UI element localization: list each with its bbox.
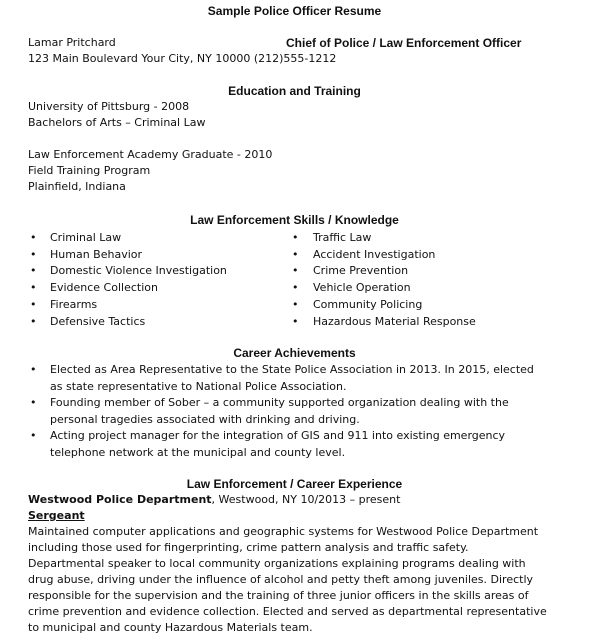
candidate-name: Lamar Pritchard bbox=[28, 36, 116, 49]
skill-item: Traffic Law bbox=[313, 231, 372, 244]
bullet-icon: • bbox=[292, 248, 299, 261]
skill-item: Hazardous Material Response bbox=[313, 315, 476, 328]
bullet-icon: • bbox=[30, 298, 37, 311]
bullet-icon: • bbox=[30, 315, 37, 328]
job-role: Sergeant bbox=[28, 509, 85, 522]
bullet-icon: • bbox=[30, 248, 37, 261]
target-position: Chief of Police / Law Enforcement Officer bbox=[286, 36, 522, 50]
skill-item: Criminal Law bbox=[50, 231, 122, 244]
employer-name: Westwood Police Department bbox=[28, 493, 212, 506]
bullet-icon: • bbox=[292, 281, 299, 294]
achievements-heading: Career Achievements bbox=[233, 346, 356, 360]
skill-item: Vehicle Operation bbox=[313, 281, 411, 294]
bullet-icon: • bbox=[30, 281, 37, 294]
bullet-icon: • bbox=[292, 264, 299, 277]
skill-item: Firearms bbox=[50, 298, 98, 311]
skill-item: Community Policing bbox=[313, 298, 423, 311]
skills-heading: Law Enforcement Skills / Knowledge bbox=[190, 213, 399, 227]
bullet-icon: • bbox=[30, 363, 37, 376]
resume-title: Sample Police Officer Resume bbox=[207, 4, 382, 18]
skill-item: Human Behavior bbox=[50, 248, 143, 261]
achievement-item: Founding member of Sober – a community supported organization dealing with the personal tragedies associated with drinking and driving. bbox=[50, 396, 509, 426]
education-heading: Education and Training bbox=[228, 84, 361, 98]
experience-heading: Law Enforcement / Career Experience bbox=[186, 477, 403, 491]
bullet-icon: • bbox=[30, 396, 37, 409]
education-line: Field Training Program bbox=[28, 164, 151, 177]
bullet-icon: • bbox=[292, 315, 299, 328]
bullet-icon: • bbox=[30, 429, 37, 442]
bullet-icon: • bbox=[30, 264, 37, 277]
education-line: Bachelors of Arts – Criminal Law bbox=[28, 116, 206, 129]
employer-details: , Westwood, NY 10/2013 – present bbox=[211, 493, 401, 506]
skill-item: Crime Prevention bbox=[313, 264, 409, 277]
bullet-icon: • bbox=[292, 231, 299, 244]
candidate-address: 123 Main Boulevard Your City, NY 10000 (212)555-1212 bbox=[28, 52, 337, 65]
achievement-item: Elected as Area Representative to the State Police Association in 2013. In 2015, elected as state representative to National Police Association. bbox=[50, 363, 534, 393]
employer-line bbox=[28, 492, 400, 508]
job-description: Maintained computer applications and geographic systems for Westwood Police Department including those used for fingerprinting, crime pattern analysis and traffic safety. Departmental speaker to local community organizations explaining programs dealing with drug abuse, driving under the influence of alcohol and petty theft among juveniles. Directly responsible for the supervision and the training of three junior officers in the skills areas of crime prevention and evidence collection. Elected and served as departmental representative to municipal and county Hazardous Materials team. bbox=[28, 525, 547, 634]
bullet-icon: • bbox=[30, 231, 37, 244]
education-line: Plainfield, Indiana bbox=[28, 180, 126, 193]
achievement-item: Acting project manager for the integration of GIS and 911 into existing emergency telephone network at the municipal and county level. bbox=[50, 429, 506, 459]
education-line: Law Enforcement Academy Graduate - 2010 bbox=[28, 148, 273, 161]
bullet-icon: • bbox=[292, 298, 299, 311]
education-line: University of Pittsburg - 2008 bbox=[28, 100, 190, 113]
skill-item: Domestic Violence Investigation bbox=[50, 264, 227, 277]
skill-item: Evidence Collection bbox=[50, 281, 158, 294]
skill-item: Accident Investigation bbox=[313, 248, 436, 261]
skill-item: Defensive Tactics bbox=[50, 315, 146, 328]
